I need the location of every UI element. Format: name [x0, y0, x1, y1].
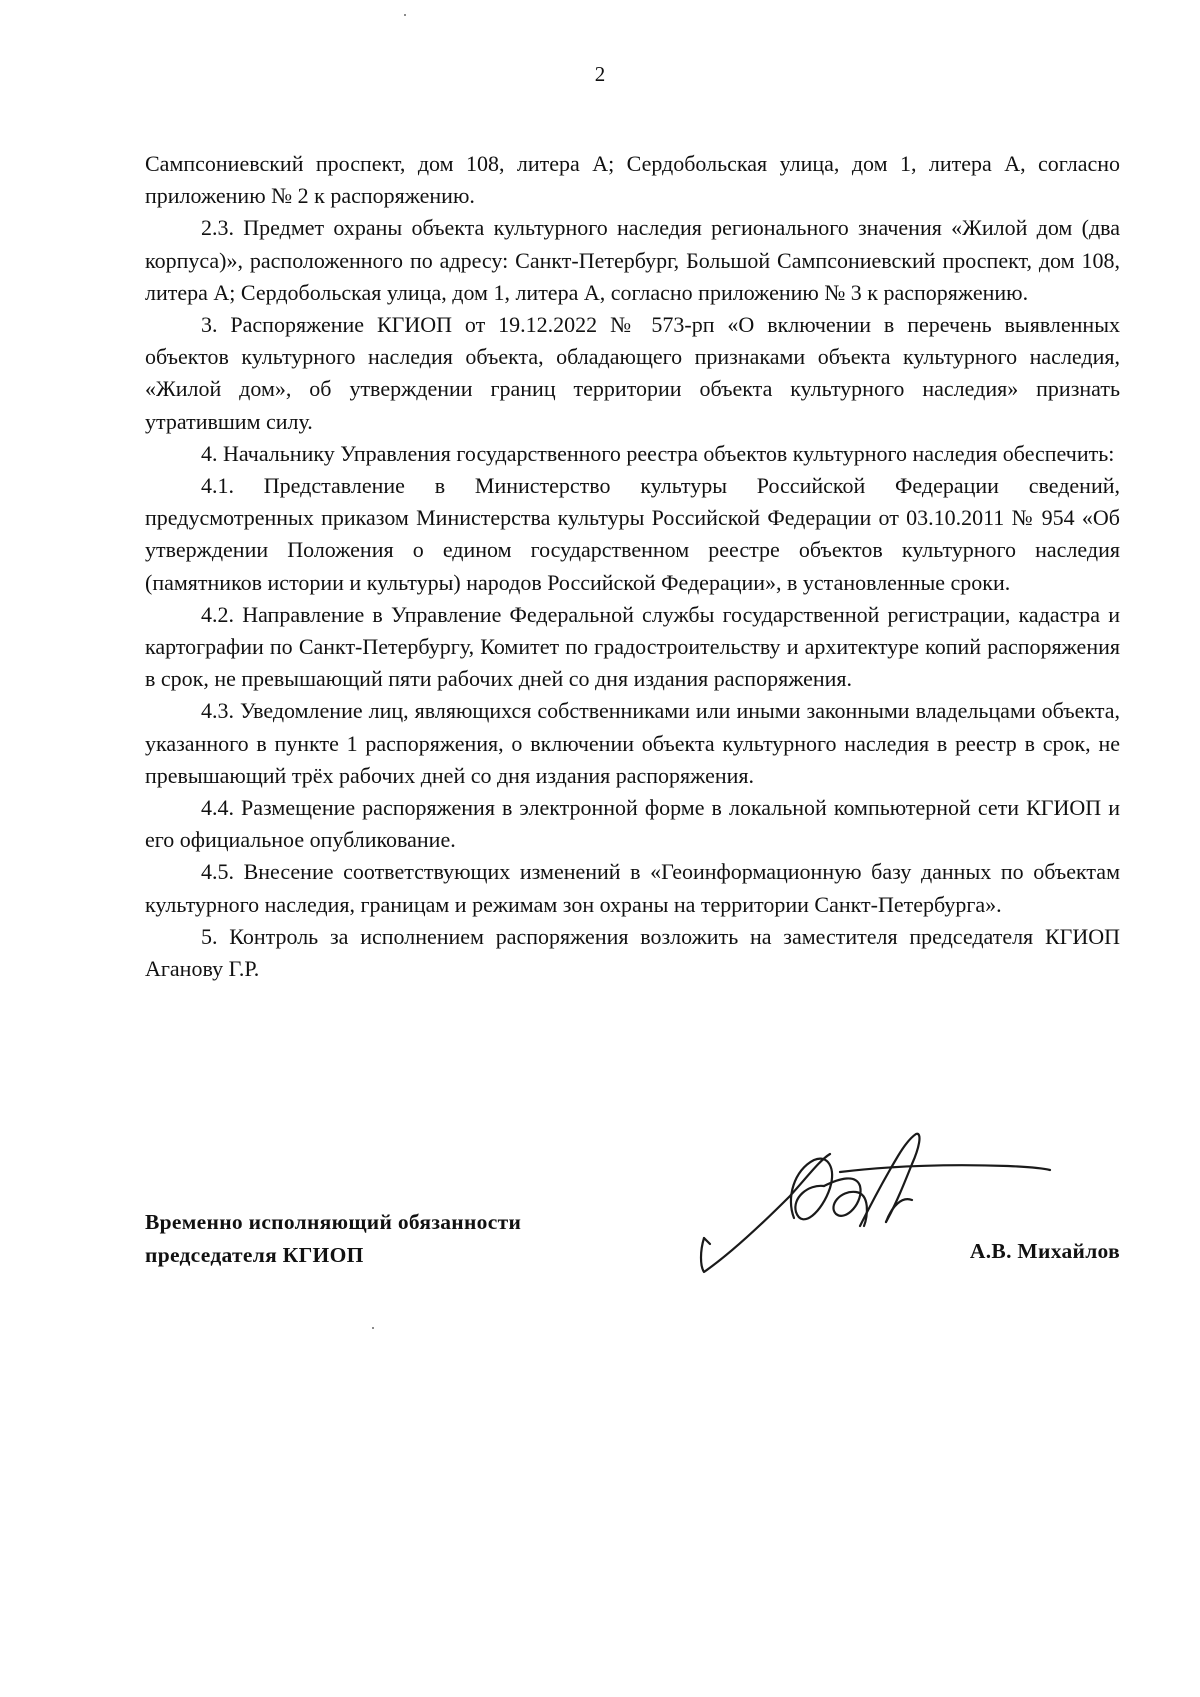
- page-number: 2: [594, 62, 606, 86]
- scan-speck: [372, 1327, 374, 1329]
- document-body: [145, 148, 1120, 985]
- scan-speck: [404, 14, 406, 16]
- paragraph-4-5: 4.5. Внесение соответствующих изменений в «Геоинформационную базу данных по объектам культурного наследия, границам и режимам зон охраны на территории Санкт-Петербурга».: [145, 859, 1120, 917]
- paragraph-4-2: 4.2. Направление в Управление Федеральной службы государственной регистрации, кадастра и картографии по Санкт-Петербургу, Комитет по градостроительству и архитектуре копий распоряжения в срок, не превышающий пяти рабочих дней со дня издания распоряжения.: [145, 601, 1120, 692]
- paragraph-4-4: 4.4. Размещение распоряжения в электронной форме в локальной компьютерной сети КГИОП и его официальное опубликование.: [145, 795, 1120, 853]
- signer-name: А.В. Михайлов: [969, 1239, 1120, 1263]
- paragraph-4-1: 4.1. Представление в Министерство культуры Российской Федерации сведений, предусмотренных приказом Министерства культуры Российской Федерации от 03.10.2011 № 954 «Об утверждении Положения о едином государственном реестре объектов культурного наследия (памятников истории и культуры) народов Российской Федерации», в установленные сроки.: [145, 473, 1120, 595]
- paragraph-5: 5. Контроль за исполнением распоряжения возложить на заместителя председателя КГИОП Аганову Г.Р.: [145, 923, 1120, 982]
- paragraph-continuation: Сампсониевский проспект, дом 108, литера А; Сердобольская улица, дом 1, литера А, согласно приложению № 2 к распоряжению.: [145, 151, 1120, 209]
- paragraph-3: 3. Распоряжение КГИОП от 19.12.2022 № 573-рп «О включении в перечень выявленных объектов культурного наследия объекта, обладающего признаками объекта культурного наследия, «Жилой дом», об утверждении границ территории объекта культурного наследия» признать утратившим силу.: [145, 312, 1120, 434]
- signer-title-line-1: Временно исполняющий обязанности: [145, 1210, 522, 1234]
- signature-block: [145, 1188, 1120, 1308]
- paragraph-4-3: 4.3. Уведомление лиц, являющихся собственниками или иными законными владельцами объекта, указанного в пункте 1 распоряжения, о включении объекта культурного наследия в реестр в срок, не превышающий трёх рабочих дней со дня издания распоряжения.: [145, 698, 1120, 788]
- signer-title: [145, 1206, 521, 1272]
- signer-title-line-2: председателя КГИОП: [145, 1243, 364, 1267]
- paragraph-4: 4. Начальнику Управления государственного реестра объектов культурного наследия обеспечить:: [201, 440, 1115, 466]
- paragraph-2-3: 2.3. Предмет охраны объекта культурного наследия регионального значения «Жилой дом (два корпуса)», расположенного по адресу: Санкт-Петербург, Большой Сампсониевский проспект, дом 108, литера А; Сердобольская улица, дом 1, литера А, согласно приложению № 3 к распоряжению.: [145, 215, 1120, 305]
